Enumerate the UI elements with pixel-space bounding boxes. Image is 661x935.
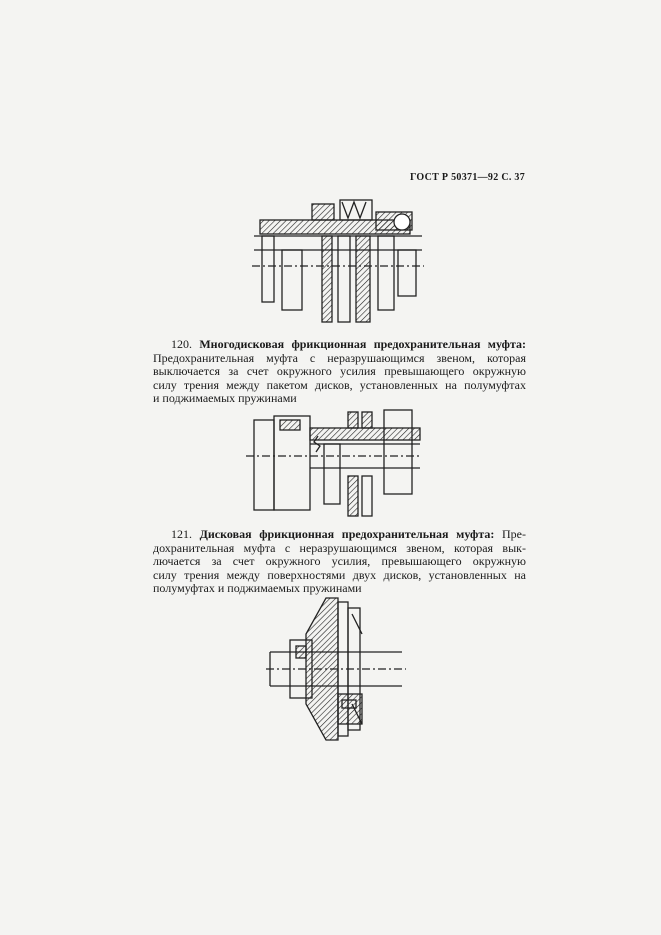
entry-line: силу трения между поверхностями двух дисков, установленных на bbox=[153, 567, 526, 582]
entry-line: и поджимаемых пружинами bbox=[153, 391, 297, 406]
disc-friction-clutch-drawing-icon bbox=[266, 594, 406, 744]
multidisc-clutch-drawing-icon bbox=[244, 406, 424, 524]
entry-line: выключается за счет окружного усилия превышающего окружную bbox=[153, 364, 526, 379]
page-header: ГОСТ Р 50371—92 С. 37 bbox=[410, 172, 526, 183]
entry-120 bbox=[153, 338, 526, 406]
multidisc-clutch-top-drawing-icon bbox=[252, 192, 432, 330]
entry-line: лючается за счет окружного усилия, превышающего окружную bbox=[153, 554, 526, 569]
entry-line: силу трения между пакетом дисков, установленных на полумуфтах bbox=[153, 377, 526, 392]
entry-term-tail: Пре- bbox=[502, 527, 527, 541]
entry-line: дохранительная муфта с неразрушающимся звеном, которая вык- bbox=[153, 540, 526, 555]
entry-term: Многодисковая фрикционная предохранительная муфта: bbox=[199, 337, 526, 351]
entry-line: полумуфтах и поджимаемых пружинами bbox=[153, 581, 362, 596]
entry-121 bbox=[153, 528, 526, 596]
entry-line: Предохранительная муфта с неразрушающимся звеном, которая bbox=[153, 350, 526, 365]
entry-number: 121. bbox=[171, 527, 192, 541]
entry-number: 120. bbox=[171, 337, 192, 351]
entry-term: Дисковая фрикционная предохранительная муфта: bbox=[199, 527, 495, 541]
